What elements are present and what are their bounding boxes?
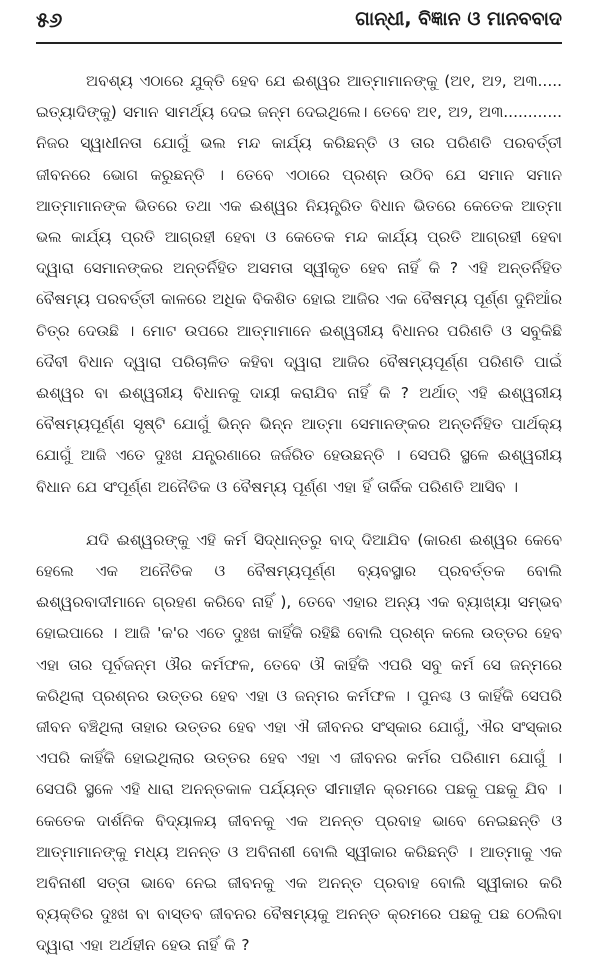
page-number: ୫୬	[36, 8, 63, 32]
book-title: ଗାନ୍ଧୀ, ବିଜ୍ଞାନ ଓ ମାନବବାଦ	[355, 8, 562, 30]
paragraph-2: ଯଦି ଈଶ୍ୱରଙ୍କୁ ଏହି କର୍ମ ସିଦ୍ଧାନ୍ତରୁ ବାଦ୍ ଦିଆଯିବ (କାରଣ ଈଶ୍ୱର କେବେ ହେଲେ ଏକ ଅନୈତିକ ଓ ବୈଷମ୍ୟପୂର୍ଣ୍ଣ ବ୍ୟବସ୍ଥାର ପ୍ରବର୍ତ୍ତକ ବୋଲି ଈଶ୍ୱରବାଦୀମାନେ ଗ୍ରହଣ କରିବେ ନାହିଁ ), ତେବେ ଏହାର ଅନ୍ୟ ଏକ ବ୍ୟାଖ୍ୟା ସମ୍ଭବ ହୋଇପାରେ । ଆଜି 'କ'ର ଏତେ ଦୁଃଖ କାହିଁକି ରହିଛି ବୋଲି ପ୍ରଶ୍ନ କଲେ ଉତ୍ତର ହେବ ଏହା ତାର ପୂର୍ବଜନ୍ମ ଔର କର୍ମଫଳ, ତେବେ ଔ କାହିଁକି ଏପରି ସବୁ କର୍ମ ସେ ଜନ୍ମରେ କରିଥିଲା ପ୍ରଶ୍ନର ଉତ୍ତର ହେବ ଏହା ଓ ଜନ୍ମର କର୍ମଫଳ । ପୁନଶ୍ଚ ଓ କାହିଁକି ସେପରି ଜୀବନ ବଞ୍ଚିଥିଲା ତାହାର ଉତ୍ତର ହେବ ଏହା ଐ ଜୀବନର ସଂସ୍କାର ଯୋଗୁଁ, ଐର ସଂସ୍କାର ଏପରି କାହିଁକି ହୋଇଥିଲାର ଉତ୍ତର ହେବ ଏହା ଏ ଜୀବନର କର୍ମର ପରିଣାମ ଯୋଗୁଁ । ସେପରି ସ୍ଥଳେ ଏହି ଧାରା ଅନନ୍ତକାଳ ପର୍ଯ୍ୟନ୍ତ ସୀମାହୀନ କ୍ରମରେ ପଛକୁ ପଛକୁ ଯିବ । କେତେକ ଦାର୍ଶନିକ ବିଦ୍ୟାଳୟ ଜୀବନକୁ ଏକ ଅନନ୍ତ ପ୍ରବାହ ଭାବେ ନେଇଛନ୍ତି ଓ ଆତ୍ମାମାନଙ୍କୁ ମଧ୍ୟ ଅନନ୍ତ ଓ ଅବିନାଶୀ ବୋଲି ସ୍ୱୀକାର କରିଛନ୍ତି । ଆତ୍ମାକୁ ଏକ ଅବିନାଶୀ ସତ୍ତା ଭାବେ ନେଇ ଜୀବନକୁ ଏକ ଅନନ୍ତ ପ୍ରବାହ ବୋଲି ସ୍ୱୀକାର କରି ବ୍ୟକ୍ତିର ଦୁଃଖ ବା ବାସ୍ତବ ଜୀବନର ବୈଷମ୍ୟକୁ ଅନନ୍ତ କ୍ରମରେ ପଛକୁ ପଛ ଠେଲିବା ଦ୍ୱାରା ଏହା ଅର୍ଥହୀନ ହେଉ ନାହିଁ କି ?	[36, 530, 562, 955]
paragraph-1: ଅବଶ୍ୟ ଏଠାରେ ଯୁକ୍ତି ହେବ ଯେ ଈଶ୍ୱର ଆତ୍ମାମାନଙ୍କୁ (ଅ୧, ଅ୨, ଅ୩..... ଇତ୍ୟାଦିଙ୍କୁ) ସମାନ ସାମର୍ଥ୍ୟ ଦେଇ ଜନ୍ମ ଦେଇଥିଲେ। ତେବେ ଅ୧, ଅ୨, ଅ୩............ ନିଜର ସ୍ୱାଧୀନତା ଯୋଗୁଁ ଭଲ ମନ୍ଦ କାର୍ଯ୍ୟ କରିଛନ୍ତି ଓ ତାର ପରିଣତି ପରବର୍ତ୍ତୀ ଜୀବନରେ ଭୋଗ କରୁଛନ୍ତି । ତେବେ ଏଠାରେ ପ୍ରଶ୍ନ ଉଠିବ ଯେ ସମାନ ସମାନ ଆତ୍ମାମାନଙ୍କ ଭିତରେ ତଥା ଏକ ଈଶ୍ୱର ନିୟନ୍ତ୍ରିତ ବିଧାନ ଭିତରେ କେତେକ ଆତ୍ମା ଭଲ କାର୍ଯ୍ୟ ପ୍ରତି ଆଗ୍ରହୀ ହେବା ଓ କେତେକ ମନ୍ଦ କାର୍ଯ୍ୟ ପ୍ରତି ଆଗ୍ରହୀ ହେବା ଦ୍ୱାରା ସେମାନଙ୍କର ଅନ୍ତର୍ନିହିତ ଅସମତା ସ୍ୱୀକୃତ ହେବ ନାହିଁ କି ? ଏହି ଅନ୍ତର୍ନିହିତ ବୈଷମ୍ୟ ପରବର୍ତ୍ତୀ କାଳରେ ଅଧିକ ବିକଶିତ ହୋଇ ଆଜିର ଏକ ବୈଷମ୍ୟ ପୂର୍ଣ୍ଣ ଦୁନିଆଁର ଚିତ୍ର ଦେଉଛି । ମୋଟ ଉପରେ ଆତ୍ମାମାନେ ଈଶ୍ୱରୀୟ ବିଧାନର ପରିଣତି ଓ ସବୁକିଛି ଦୈବୀ ବିଧାନ ଦ୍ୱାରା ପରିଚାଳିତ କହିବା ଦ୍ୱାରା ଆଜିର ବୈଷମ୍ୟପୂର୍ଣ୍ଣ ପରିଣତି ପାଇଁ ଈଶ୍ୱର ବା ଈଶ୍ୱରୀୟ ବିଧାନକୁ ଦାୟୀ କରାଯିବ ନାହିଁ କି ? ଅର୍ଥାତ୍ ଏହି ଈଶ୍ୱରୀୟ ବୈଷମ୍ୟପୂର୍ଣ୍ଣ ସୃଷ୍ଟି ଯୋଗୁଁ ଭିନ୍ନ ଭିନ୍ନ ଆତ୍ମା ସେମାନଙ୍କର ଅନ୍ତର୍ନିହିତ ପାର୍ଥକ୍ୟ ଯୋଗୁଁ ଆଜି ଏତେ ଦୁଃଖ ଯନ୍ତ୍ରଣାରେ ଜର୍ଜରିତ ହେଉଛନ୍ତି । ସେପରି ସ୍ଥଳେ ଈଶ୍ୱରୀୟ ବିଧାନ ଯେ ସଂପୂର୍ଣ୍ଣ ଅନୈତିକ ଓ ବୈଷମ୍ୟ ପୂର୍ଣ୍ଣ ଏହା ହିଁ ତାର୍କିକ ପରିଣତି ଆସିବ ।	[36, 72, 562, 496]
body-text	[36, 66, 562, 962]
running-header	[36, 2, 562, 44]
